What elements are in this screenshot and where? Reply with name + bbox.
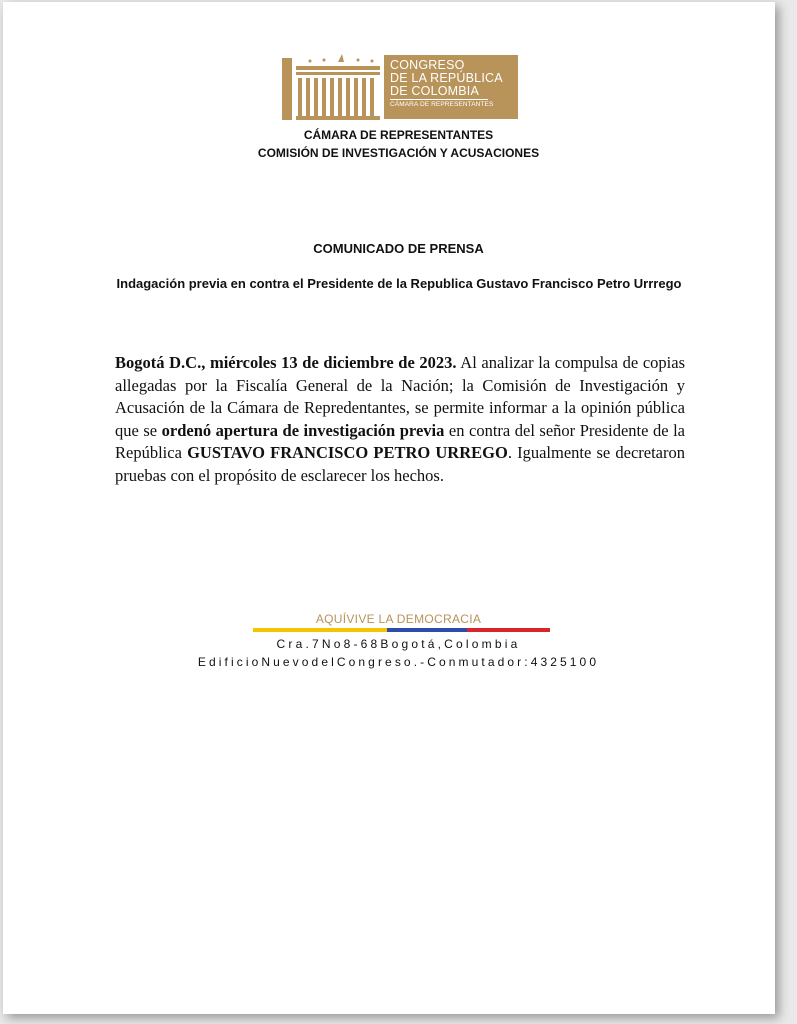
logo-line-1: CONGRESO xyxy=(390,58,465,72)
capitol-building-icon xyxy=(280,52,384,122)
flag-yellow-segment xyxy=(253,628,387,632)
institution-header xyxy=(0,126,797,162)
footer-address-line-1: Cra.7No8-68Bogotá,Colombia xyxy=(276,637,521,651)
logo-line-2: DE LA REPÚBLICA xyxy=(390,71,503,85)
body-part-3: . Igualmente se decretaron pruebas con el propósito de esclarecer los hechos. xyxy=(115,443,685,485)
logo-line-4: CÁMARA DE REPRESENTANTES xyxy=(390,101,494,108)
document-title: COMUNICADO DE PRENSA xyxy=(313,241,484,256)
logo-divider xyxy=(390,99,488,100)
flag-blue-segment xyxy=(387,628,467,632)
press-release-body xyxy=(115,352,685,487)
date-lead: Bogotá D.C., miércoles 13 de diciembre de 2023. xyxy=(115,353,457,372)
chamber-name: CÁMARA DE REPRESENTANTES xyxy=(303,128,494,142)
flag-color-bar xyxy=(253,628,550,632)
logo-line-3: DE COLOMBIA xyxy=(390,84,480,98)
body-part-1: Al analizar la compulsa de copias allegadas por la Fiscalía General de la Nación; la Comisión de Investigación y Acusación de la Cámara de Repredentantes, se permite informar a la opinión pública que se xyxy=(115,353,685,440)
commission-name: COMISIÓN DE INVESTIGACIÓN Y ACUSACIONES xyxy=(257,146,540,160)
president-name: GUSTAVO FRANCISCO PETRO URREGO xyxy=(187,443,508,462)
flag-red-segment xyxy=(467,628,550,632)
logo-text-box xyxy=(384,55,518,119)
body-part-2: en contra del señor Presidente de la República xyxy=(115,420,685,462)
footer-motto: AQUÍVIVE LA DEMOCRACIA xyxy=(315,612,482,626)
document-subject: Indagación previa en contra el Presidente de la Republica Gustavo Francisco Petro Urrrego xyxy=(116,276,682,291)
action-highlight: ordenó apertura de investigación previa xyxy=(161,420,445,440)
footer-address-line-2: EdificioNuevodelCongreso.-Conmutador:4325100 xyxy=(197,655,600,669)
congress-logo xyxy=(280,52,518,122)
